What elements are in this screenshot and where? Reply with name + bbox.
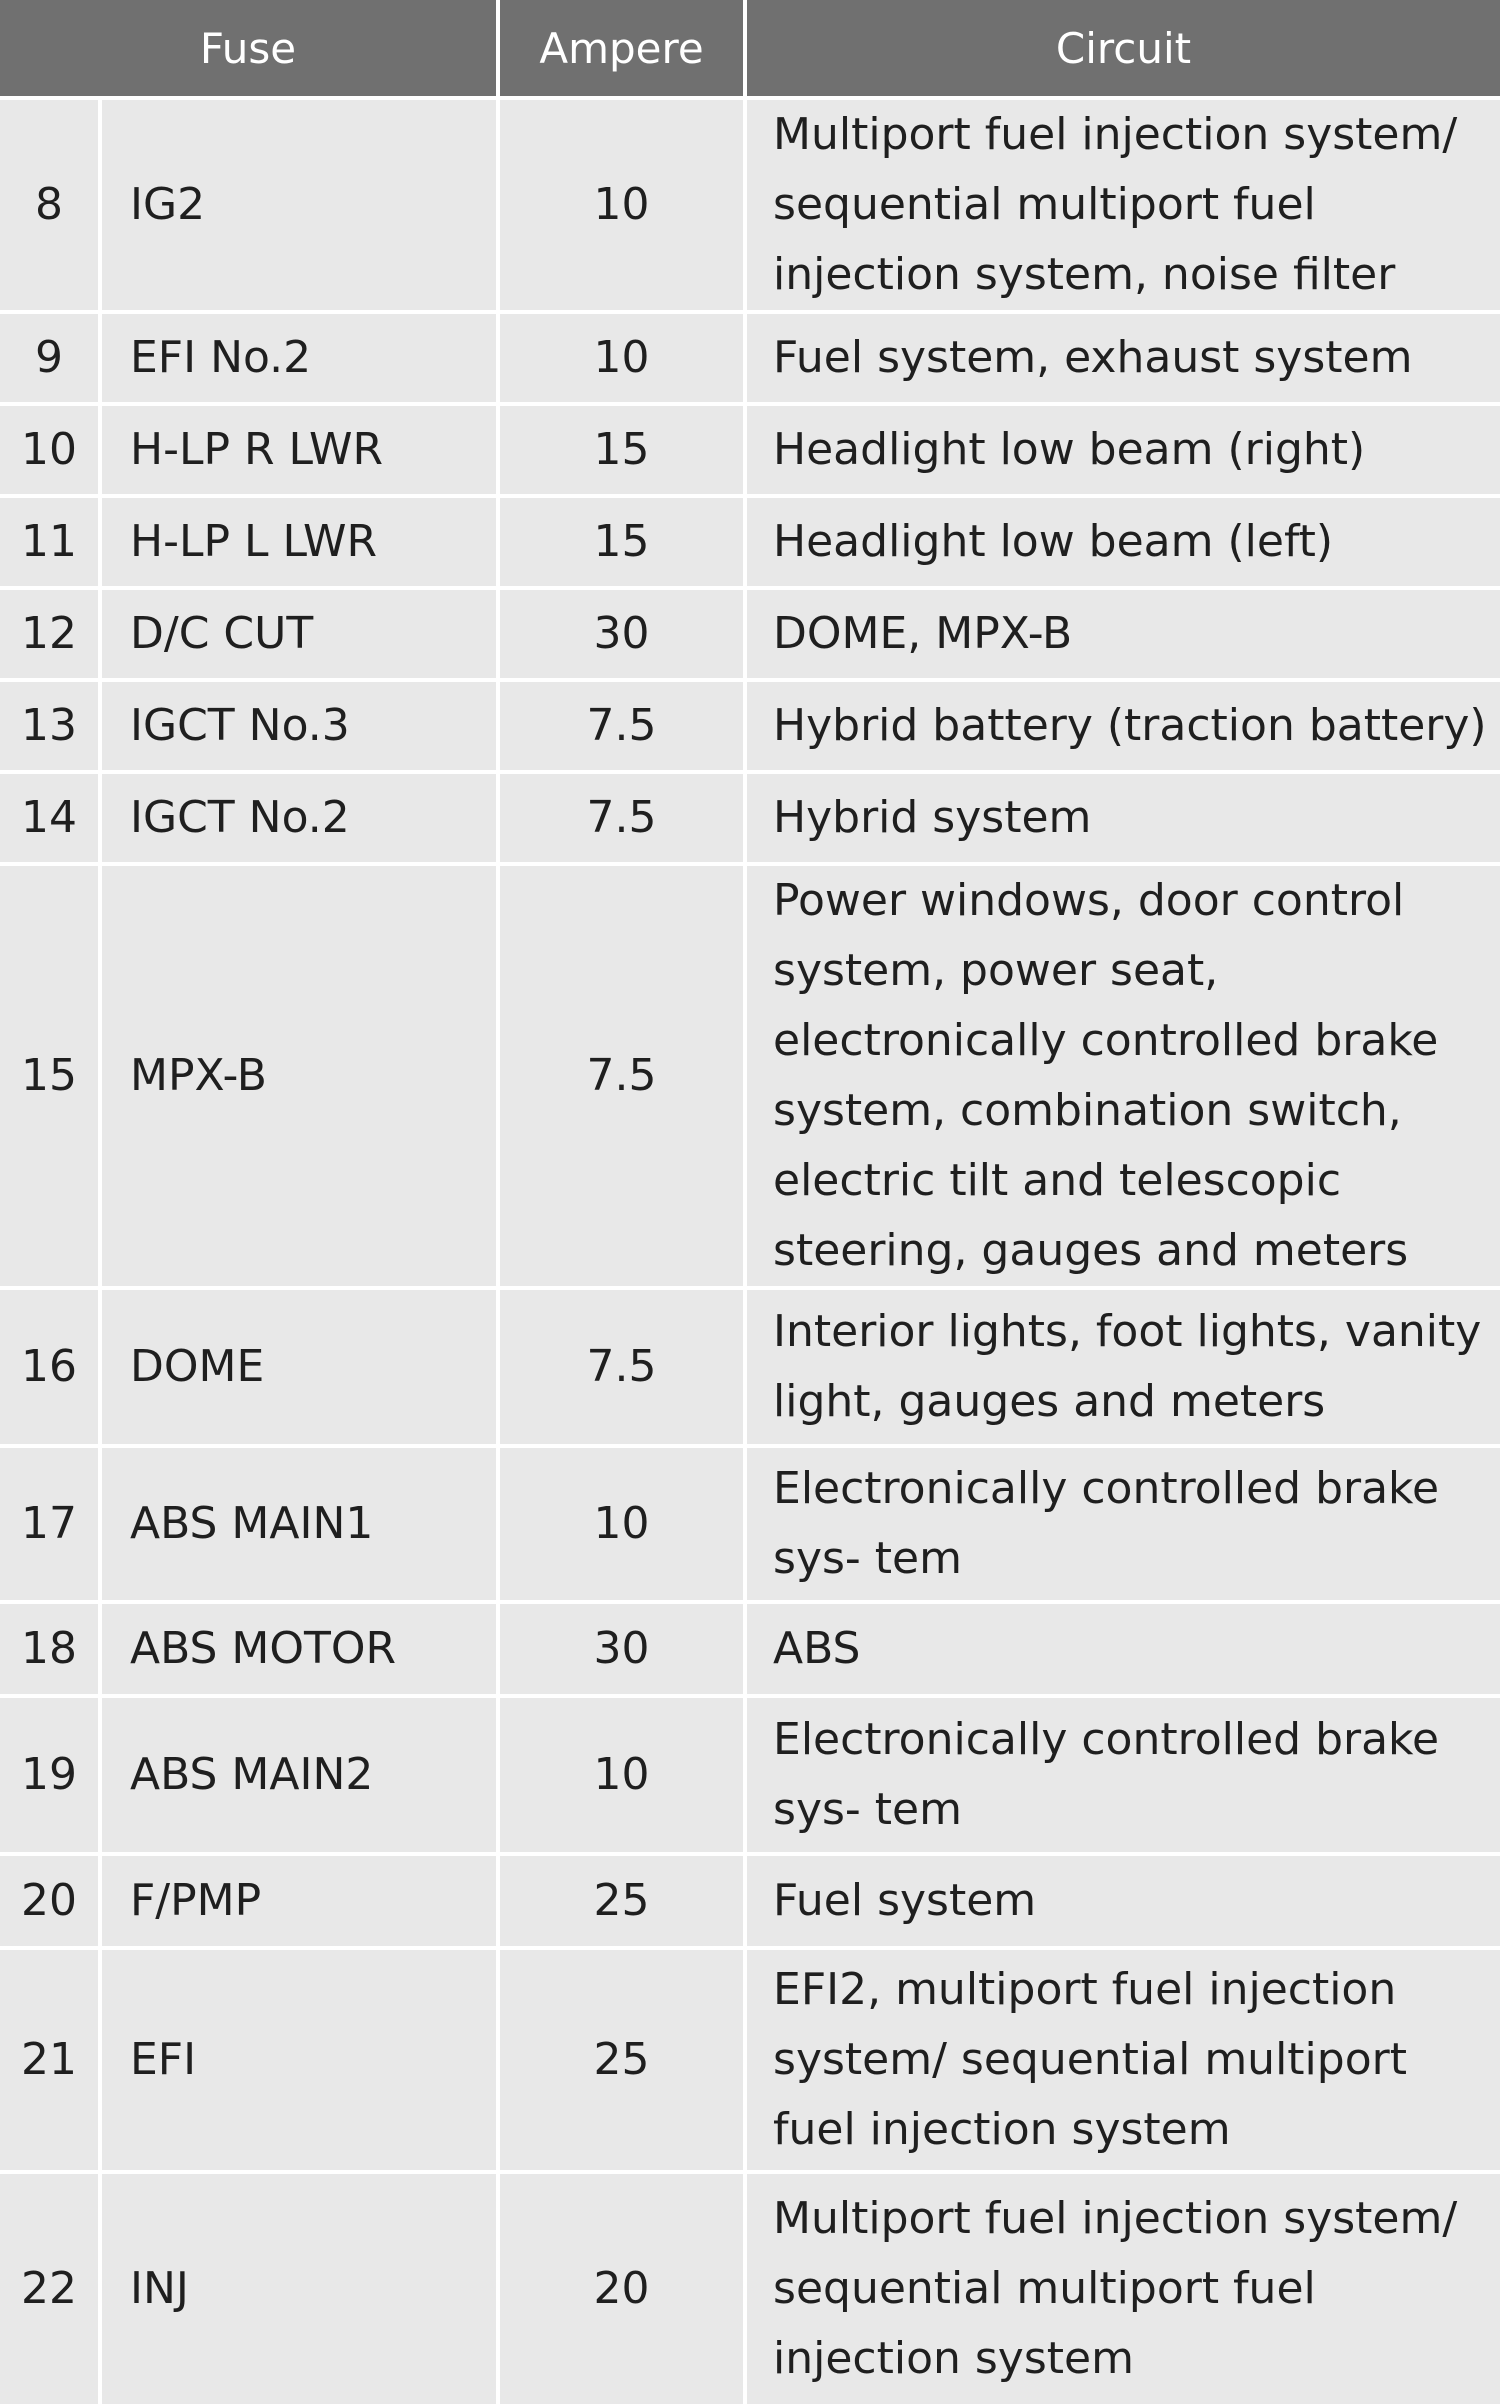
- table-row: [0, 496, 1500, 588]
- fuse-name: H-LP L LWR: [100, 496, 498, 588]
- fuse-circuit: [745, 680, 1500, 772]
- fuse-circuit: [745, 1602, 1500, 1696]
- fuse-circuit: [745, 1948, 1500, 2172]
- fuse-circuit: [745, 312, 1500, 404]
- circuit-text: Multiport fuel injection system/ sequential multiport fuel injection system, noise filter: [773, 109, 1458, 300]
- table-row: [0, 1696, 1500, 1854]
- fuse-ampere: 10: [498, 1696, 745, 1854]
- circuit-text: Hybrid battery (traction battery): [773, 700, 1487, 751]
- header-ampere: Ampere: [498, 0, 745, 98]
- fuse-name: D/C CUT: [100, 588, 498, 680]
- fuse-name: ABS MAIN2: [100, 1696, 498, 1854]
- fuse-name: EFI: [100, 1948, 498, 2172]
- circuit-text: ABS: [773, 1623, 861, 1674]
- table-header: [0, 0, 1500, 98]
- fuse-circuit: [745, 496, 1500, 588]
- fuse-number: 13: [0, 680, 100, 772]
- fuse-ampere: 30: [498, 1602, 745, 1696]
- circuit-text: Fuel system: [773, 1875, 1037, 1926]
- fuse-circuit: [745, 1696, 1500, 1854]
- table-row: [0, 404, 1500, 496]
- fuse-circuit: [745, 588, 1500, 680]
- fuse-ampere: 10: [498, 98, 745, 312]
- fuse-circuit: [745, 2172, 1500, 2406]
- fuse-ampere: 7.5: [498, 1288, 745, 1446]
- table-row: [0, 680, 1500, 772]
- table-row: [0, 1446, 1500, 1602]
- fuse-number: 17: [0, 1446, 100, 1602]
- fuse-ampere: 10: [498, 312, 745, 404]
- table-row: [0, 772, 1500, 864]
- fuse-ampere: 15: [498, 404, 745, 496]
- fuse-name: MPX-B: [100, 864, 498, 1288]
- fuse-name: IGCT No.2: [100, 772, 498, 864]
- fuse-ampere: 7.5: [498, 772, 745, 864]
- circuit-text: EFI2, multiport fuel injection system/ sequential multiport fuel injection system: [773, 1964, 1407, 2155]
- table-row: [0, 1948, 1500, 2172]
- table-row: [0, 1854, 1500, 1948]
- fuse-circuit: [745, 404, 1500, 496]
- circuit-text: Headlight low beam (right): [773, 424, 1366, 475]
- fuse-ampere: 25: [498, 1948, 745, 2172]
- fuse-number: 8: [0, 98, 100, 312]
- fuse-circuit: [745, 772, 1500, 864]
- fuse-ampere: 30: [498, 588, 745, 680]
- circuit-text: Headlight low beam (left): [773, 516, 1334, 567]
- table-row: [0, 1602, 1500, 1696]
- fuse-name: ABS MAIN1: [100, 1446, 498, 1602]
- table-row: [0, 2172, 1500, 2406]
- circuit-text: DOME, MPX-B: [773, 608, 1073, 659]
- circuit-text: Hybrid system: [773, 792, 1092, 843]
- fuse-circuit: [745, 1854, 1500, 1948]
- fuse-number: 15: [0, 864, 100, 1288]
- fuse-number: 21: [0, 1948, 100, 2172]
- fuse-name: IGCT No.3: [100, 680, 498, 772]
- circuit-text: Electronically controlled brake sys- tem: [773, 1714, 1440, 1835]
- table-row: [0, 588, 1500, 680]
- fuse-number: 20: [0, 1854, 100, 1948]
- fuse-ampere: 7.5: [498, 864, 745, 1288]
- fuse-circuit: [745, 1446, 1500, 1602]
- fuse-number: 11: [0, 496, 100, 588]
- circuit-text: Electronically controlled brake sys- tem: [773, 1463, 1440, 1584]
- fuse-number: 10: [0, 404, 100, 496]
- fuse-ampere: 25: [498, 1854, 745, 1948]
- circuit-text: Fuel system, exhaust system: [773, 332, 1413, 383]
- table-row: [0, 98, 1500, 312]
- header-row: [0, 0, 1500, 98]
- fuse-circuit: [745, 1288, 1500, 1446]
- fuse-ampere: 10: [498, 1446, 745, 1602]
- circuit-text: Multiport fuel injection system/ sequential multiport fuel injection system: [773, 2193, 1458, 2384]
- circuit-text: Power windows, door control system, power seat, electronically controlled brake system, combination switch, electric tilt and telescopic steering, gauges and meters: [773, 875, 1439, 1276]
- fuse-number: 22: [0, 2172, 100, 2406]
- table-row: [0, 864, 1500, 1288]
- fuse-name: EFI No.2: [100, 312, 498, 404]
- header-circuit: Circuit: [745, 0, 1500, 98]
- fuse-number: 14: [0, 772, 100, 864]
- circuit-text: Interior lights, foot lights, vanity light, gauges and meters: [773, 1306, 1482, 1427]
- fuse-number: 16: [0, 1288, 100, 1446]
- fuse-circuit: [745, 864, 1500, 1288]
- fuse-name: INJ: [100, 2172, 498, 2406]
- fuse-ampere: 7.5: [498, 680, 745, 772]
- header-fuse: Fuse: [0, 0, 498, 98]
- fuse-name: ABS MOTOR: [100, 1602, 498, 1696]
- fuse-number: 9: [0, 312, 100, 404]
- table-row: [0, 312, 1500, 404]
- fuse-number: 12: [0, 588, 100, 680]
- fuse-circuit: [745, 98, 1500, 312]
- fuse-number: 18: [0, 1602, 100, 1696]
- table-body: [0, 98, 1500, 2406]
- fuse-name: F/PMP: [100, 1854, 498, 1948]
- fuse-ampere: 15: [498, 496, 745, 588]
- fuse-name: H-LP R LWR: [100, 404, 498, 496]
- fuse-ampere: 20: [498, 2172, 745, 2406]
- fuse-name: IG2: [100, 98, 498, 312]
- fuse-name: DOME: [100, 1288, 498, 1446]
- fuse-number: 19: [0, 1696, 100, 1854]
- table-row: [0, 1288, 1500, 1446]
